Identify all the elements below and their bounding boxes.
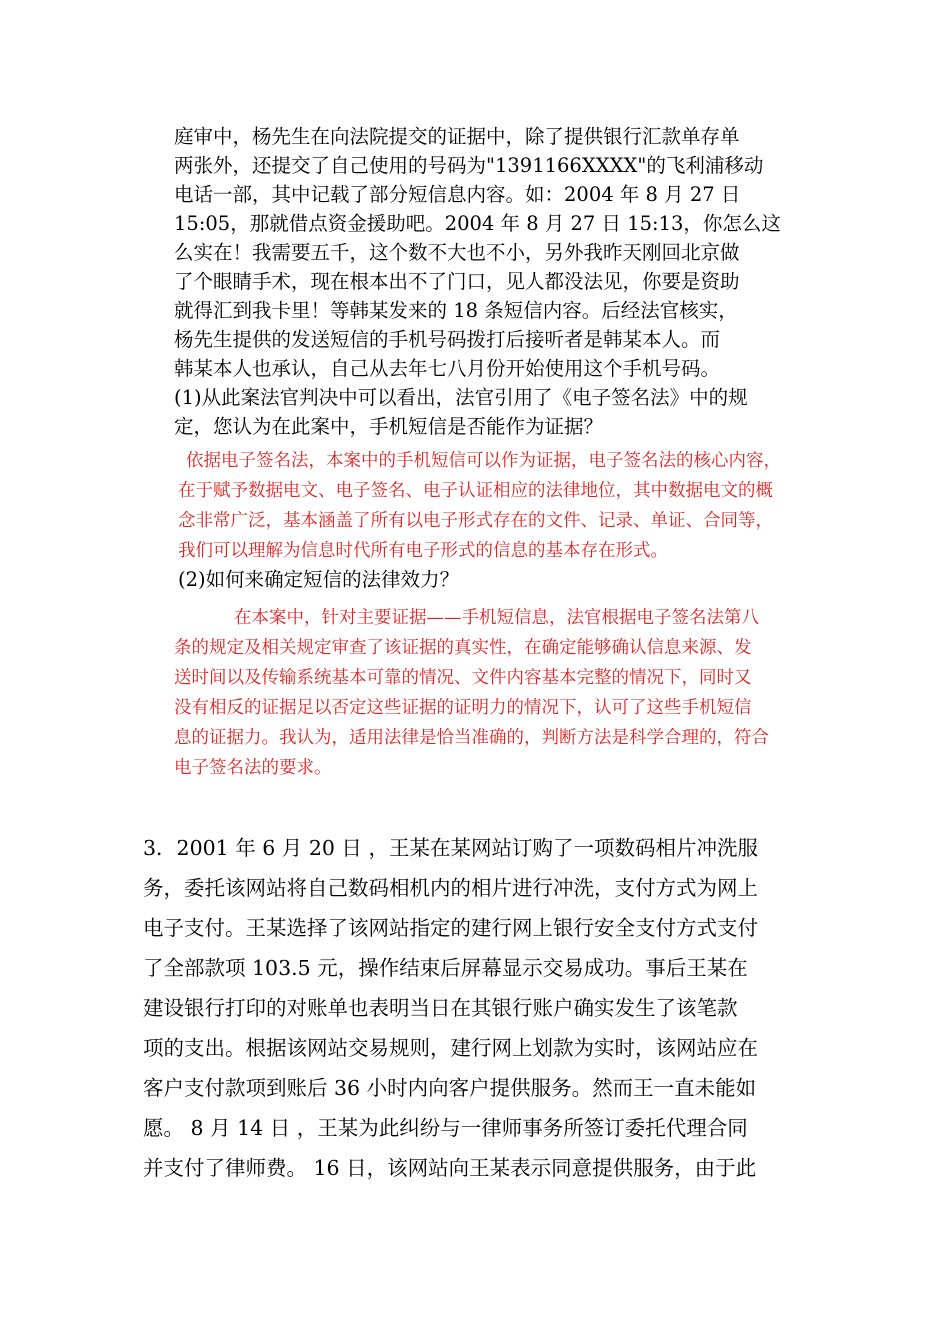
text-line: 电子支付。王某选择了该网站指定的建行网上银行安全支付方式支付 [143, 916, 758, 940]
answer-line: 送时间以及传输系统基本可靠的情况、文件内容基本完整的情况下，同时又 [174, 668, 752, 688]
text-line: 庭审中，杨先生在向法院提交的证据中，除了提供银行汇款单存单 [174, 125, 740, 148]
text-line: 项的支出。根据该网站交易规则，建行网上划款为实时，该网站应在 [143, 1036, 758, 1060]
answer-line: 条的规定及相关规定审查了该证据的真实性，在确定能够确认信息来源、发 [174, 638, 752, 658]
text-line: 建设银行打印的对账单也表明当日在其银行账户确实发生了该笔款 [143, 996, 738, 1020]
question-2: (2)如何来确定短信的法律效力？ [178, 568, 460, 591]
question-line: (1)从此案法官判决中可以看出，法官引用了《电子签名法》中的规 [174, 386, 748, 409]
text-line: 就得汇到我卡里！等韩某发来的 18 条短信内容。后经法官核实， [174, 299, 738, 322]
answer-line: 念非常广泛，基本涵盖了所有以电子形式存在的文件、记录、单证、合同等， [178, 511, 773, 531]
answer-line: 电子签名法的要求。 [174, 758, 332, 778]
answer-line: 依据电子签名法，本案中的手机短信可以作为证据，电子签名法的核心内容， [186, 451, 781, 471]
text-line: 两张外，还提交了自己使用的号码为"1391166XXXX"的飞利浦移动 [174, 154, 764, 177]
answer-line: 没有相反的证据足以否定这些证据的证明力的情况下，认可了这些手机短信 [174, 698, 752, 718]
text-line: 杨先生提供的发送短信的手机号码拨打后接听者是韩某本人。而 [174, 328, 721, 351]
text-line: 电话一部，其中记载了部分短信息内容。如：2004 年 8 月 27 日 [174, 183, 741, 206]
text-line: 愿。 8 月 14 日 ，王某为此纠纷与一律师事务所签订委托代理合同 [143, 1116, 748, 1140]
text-line: 了全部款项 103.5 元，操作结束后屏幕显示交易成功。事后王某在 [143, 956, 748, 980]
text-line: 并支付了律师费。 16 日，该网站向王某表示同意提供服务，由于此 [143, 1156, 757, 1180]
answer-line: 我们可以理解为信息时代所有电子形式的信息的基本存在形式。 [178, 541, 668, 561]
text-line: 3．2001 年 6 月 20 日 ，王某在某网站订购了一项数码相片冲洗服 [143, 836, 758, 860]
answer-line: 在于赋予数据电文、电子签名、电子认证相应的法律地位，其中数据电文的概 [178, 481, 773, 501]
text-line: 15:05，那就借点资金援助吧。2004 年 8 月 27 日 15:13，你怎么这 [174, 212, 781, 235]
text-line: 务，委托该网站将自己数码相机内的相片进行冲洗，支付方式为网上 [143, 876, 758, 900]
question-line: 定，您认为在此案中，手机短信是否能作为证据？ [174, 415, 604, 438]
text-line: 韩某本人也承认，自己从去年七八月份开始使用这个手机号码。 [174, 357, 721, 380]
answer-line: 息的证据力。我认为，适用法律是恰当准确的，判断方法是科学合理的，符合 [174, 728, 769, 748]
text-line: 了个眼睛手术，现在根本出不了门口，见人都没法见，你要是资助 [174, 270, 740, 293]
answer-line: 在本案中，针对主要证据——手机短信息，法官根据电子签名法第八 [234, 608, 759, 628]
text-line: 么实在！我需要五千，这个数不大也不小，另外我昨天刚回北京做 [174, 241, 740, 264]
text-line: 客户支付款项到账后 36 小时内向客户提供服务。然而王一直未能如 [143, 1076, 757, 1100]
